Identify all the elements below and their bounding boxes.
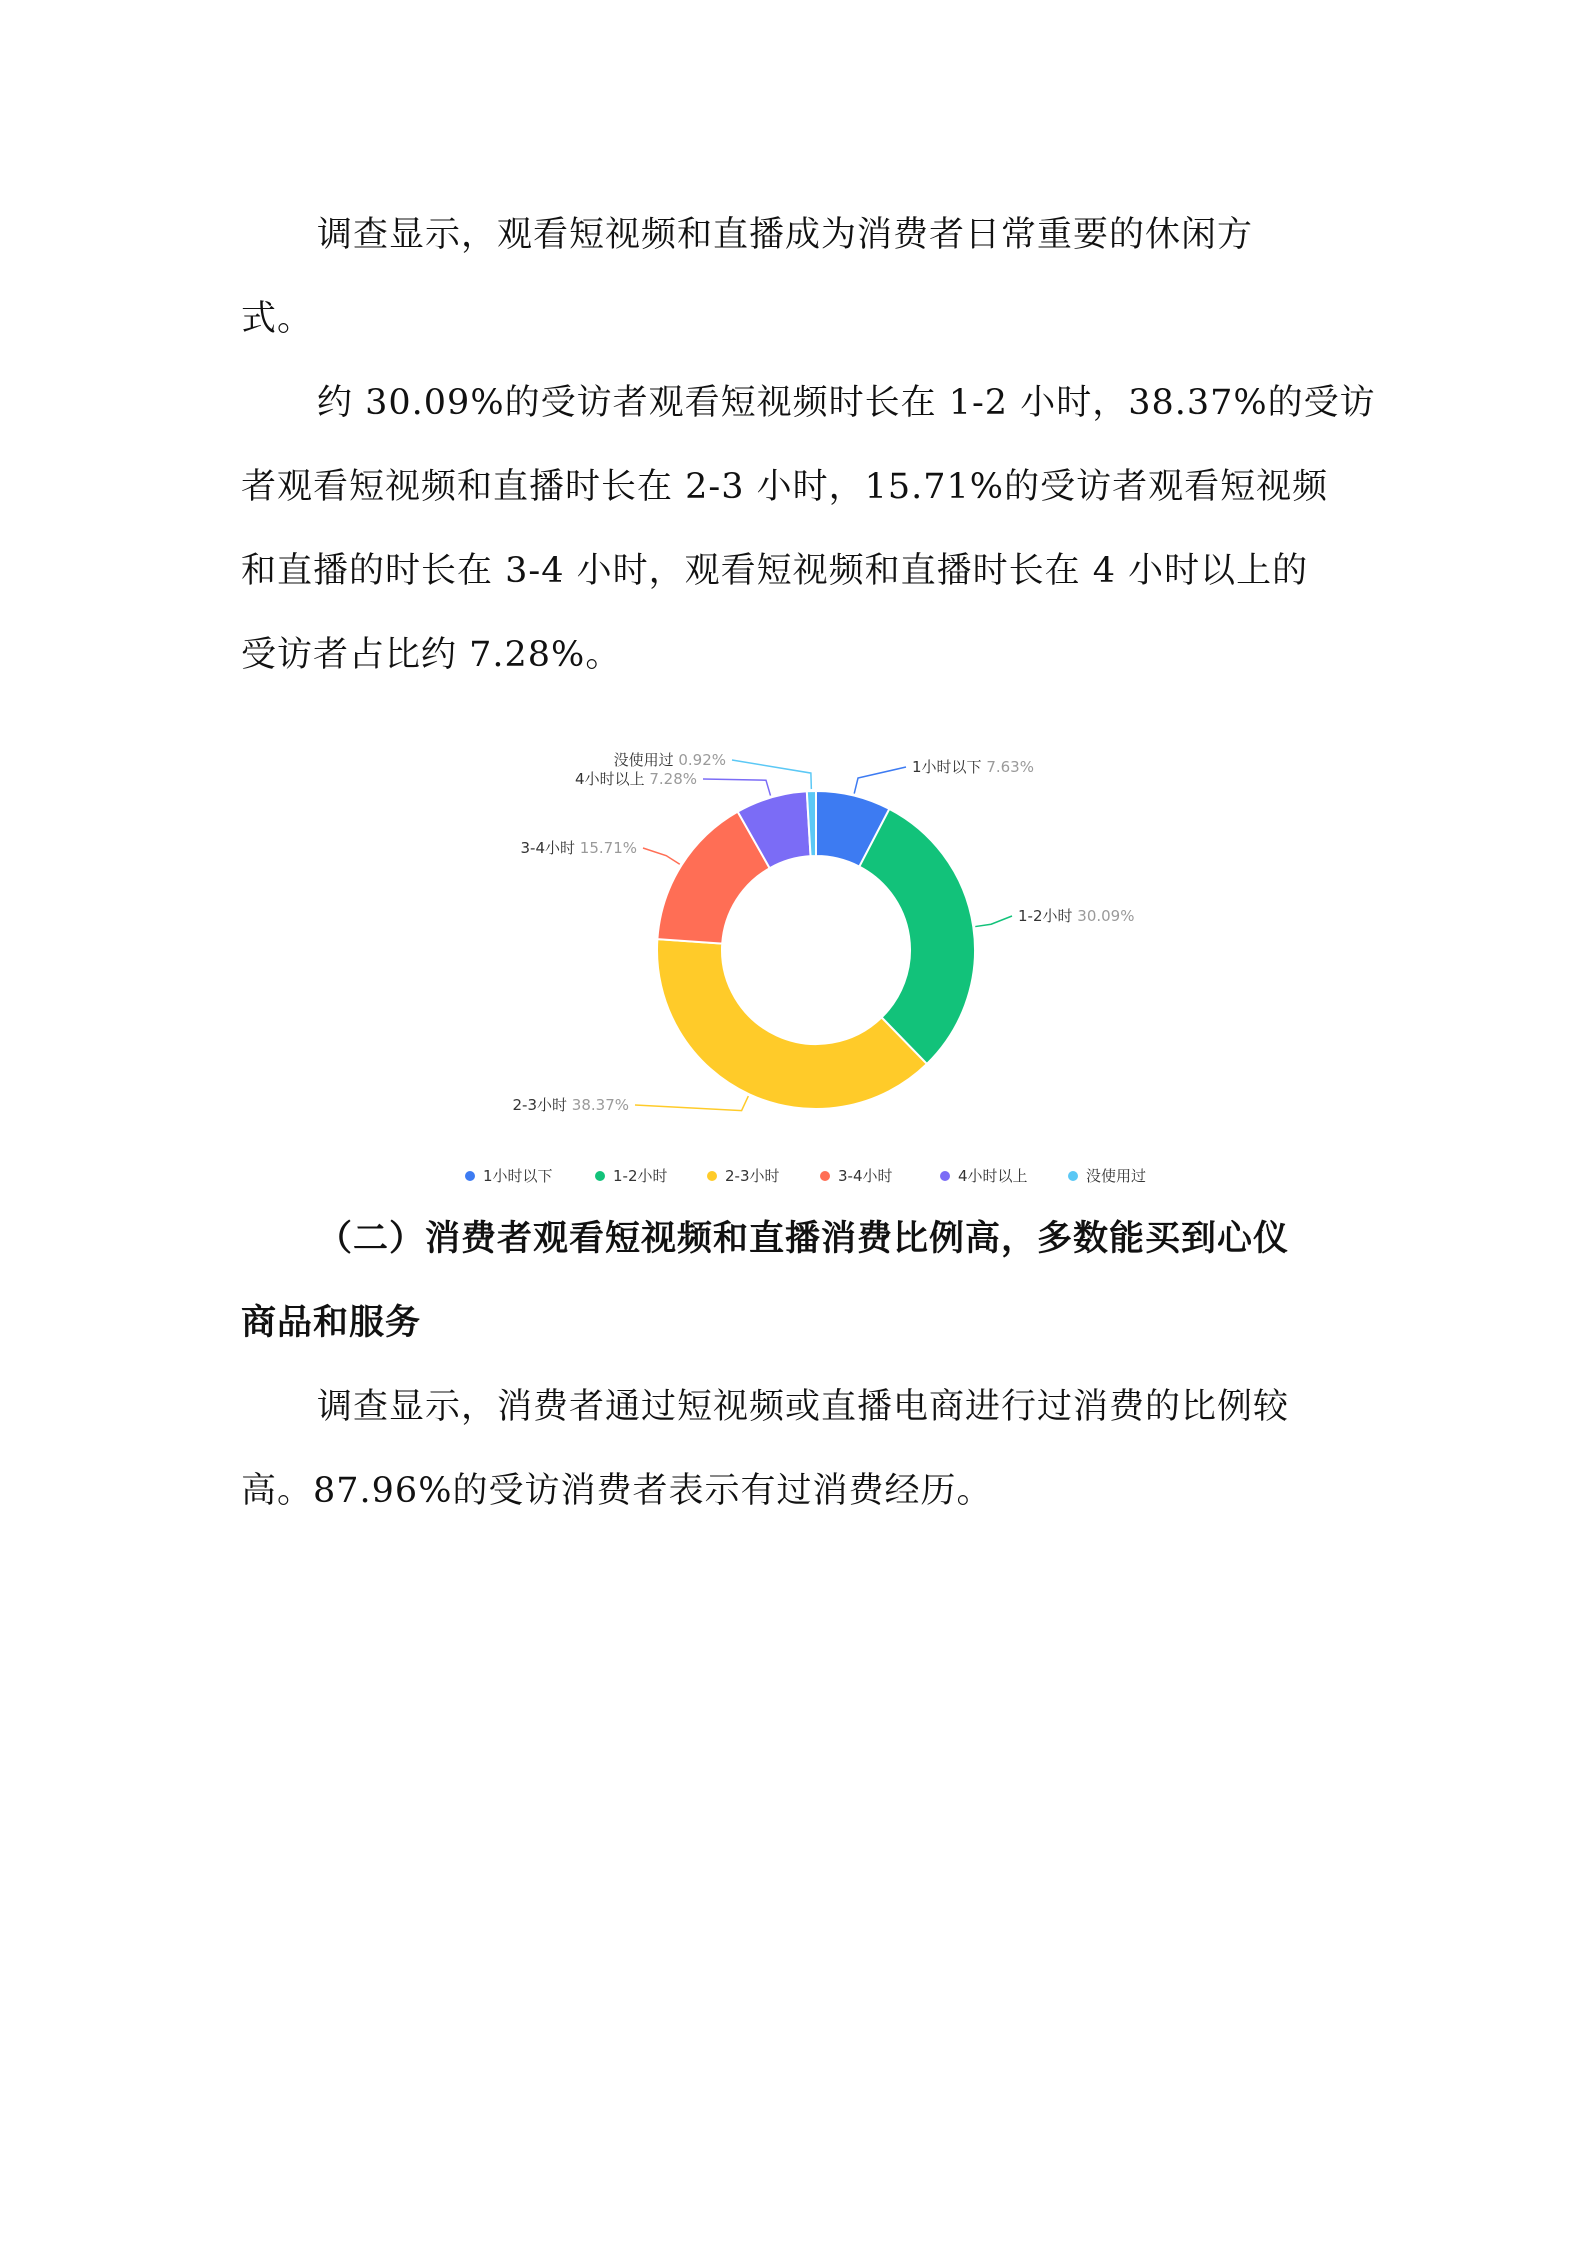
legend-dot bbox=[1068, 1171, 1078, 1181]
leader-line-2 bbox=[635, 1096, 748, 1111]
slice-label-4: 4小时以上 7.28% bbox=[575, 770, 697, 788]
legend-dot bbox=[465, 1171, 475, 1181]
legend-item-3 bbox=[820, 1167, 893, 1185]
slice-label-3: 3-4小时 15.71% bbox=[520, 839, 637, 857]
legend-dot bbox=[940, 1171, 950, 1181]
paragraph-line: 约 30.09%的受访者观看短视频时长在 1-2 小时，38.37%的受访 bbox=[317, 383, 1376, 423]
donut-slice-5 bbox=[807, 791, 816, 856]
heading-line: 商品和服务 bbox=[241, 1303, 422, 1343]
legend-label: 1小时以下 bbox=[483, 1167, 553, 1185]
donut-slice-0 bbox=[816, 791, 889, 867]
legend-label: 4小时以上 bbox=[958, 1167, 1028, 1185]
legend-item-2 bbox=[707, 1167, 780, 1185]
paragraph-viewing-duration bbox=[241, 361, 1376, 697]
paragraph-line: 者观看短视频和直播时长在 2-3 小时，15.71%的受访者观看短视频 bbox=[241, 467, 1329, 507]
paragraph-line: 式。 bbox=[241, 299, 314, 339]
leader-line-3 bbox=[643, 848, 680, 864]
legend-label: 2-3小时 bbox=[725, 1167, 780, 1185]
heading-line: （二）消费者观看短视频和直播消费比例高，多数能买到心仪 bbox=[317, 1219, 1290, 1259]
paragraph-line: 受访者占比约 7.28%。 bbox=[241, 635, 622, 675]
slice-label-5: 没使用过 0.92% bbox=[613, 751, 726, 769]
donut-slice-2 bbox=[657, 939, 927, 1109]
slice-label-2: 2-3小时 38.37% bbox=[512, 1096, 629, 1114]
section-heading bbox=[241, 1197, 1341, 1365]
legend-item-0 bbox=[465, 1167, 553, 1185]
legend-dot bbox=[707, 1171, 717, 1181]
leader-line-5 bbox=[732, 760, 811, 789]
donut-slice-1 bbox=[859, 809, 975, 1064]
legend-dot bbox=[820, 1171, 830, 1181]
legend-label: 没使用过 bbox=[1086, 1167, 1147, 1185]
donut-slice-4 bbox=[738, 791, 811, 868]
donut-slice-3 bbox=[657, 812, 769, 944]
paragraph-viewing-intro bbox=[241, 193, 1341, 361]
slice-label-0: 1小时以下 7.63% bbox=[912, 758, 1034, 776]
legend-label: 3-4小时 bbox=[838, 1167, 893, 1185]
legend-item-1 bbox=[595, 1167, 668, 1185]
legend-label: 1-2小时 bbox=[613, 1167, 668, 1185]
paragraph-line: 高。87.96%的受访消费者表示有过消费经历。 bbox=[241, 1471, 993, 1511]
leader-line-0 bbox=[854, 767, 906, 794]
legend-item-5 bbox=[1068, 1167, 1146, 1185]
paragraph-line: 调查显示，观看短视频和直播成为消费者日常重要的休闲方 bbox=[317, 215, 1254, 255]
leader-line-4 bbox=[703, 779, 770, 796]
paragraph-line: 和直播的时长在 3-4 小时，观看短视频和直播时长在 4 小时以上的 bbox=[241, 551, 1309, 591]
paragraph-consumption bbox=[241, 1365, 1341, 1533]
leader-line-1 bbox=[975, 916, 1012, 927]
slice-label-1: 1-2小时 30.09% bbox=[1018, 907, 1135, 925]
legend-item-4 bbox=[940, 1167, 1028, 1185]
paragraph-line: 调查显示，消费者通过短视频或直播电商进行过消费的比例较 bbox=[317, 1387, 1290, 1427]
legend-dot bbox=[595, 1171, 605, 1181]
